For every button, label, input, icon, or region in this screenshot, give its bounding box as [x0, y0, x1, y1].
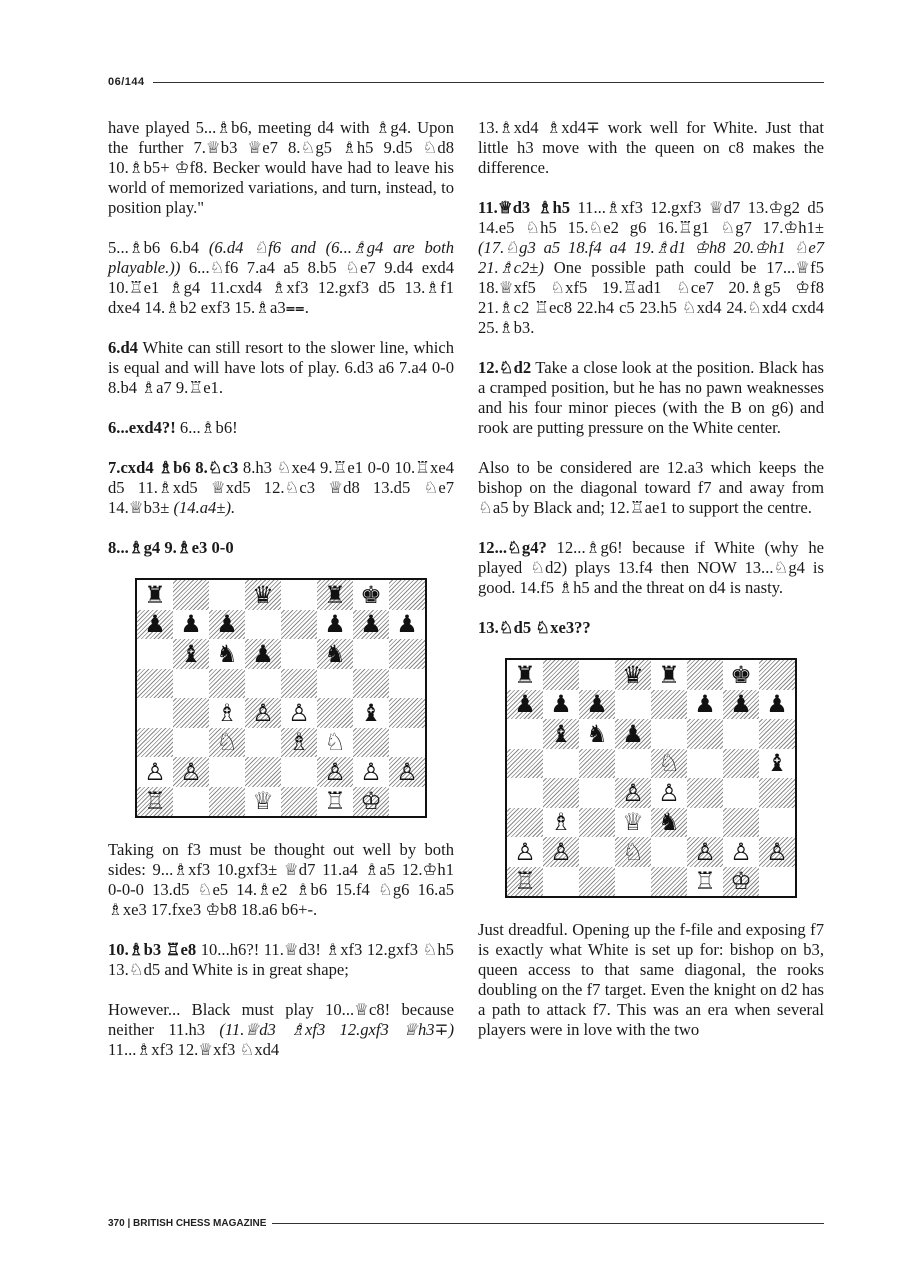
square-b1 [543, 867, 579, 897]
square-a8 [137, 580, 173, 610]
square-e5 [281, 669, 317, 699]
square-f1 [317, 787, 353, 817]
bold-move: 11.♕d3 ♗h5 [478, 198, 571, 217]
left-paragraph-2 [108, 238, 454, 318]
square-a7 [507, 690, 543, 720]
right-column [478, 118, 824, 1060]
square-d2 [615, 837, 651, 867]
square-c2 [209, 757, 245, 787]
square-h8 [389, 580, 425, 610]
square-c1 [579, 867, 615, 897]
square-c7 [579, 690, 615, 720]
bold-move: 12.♘d2 [478, 358, 532, 377]
chess-piece-icon: ♜ [324, 580, 346, 609]
bold-move: 13.♘d5 ♘xe3?? [478, 618, 591, 637]
square-h6 [389, 639, 425, 669]
chess-piece-icon: ♟ [360, 610, 382, 639]
right-paragraph-6 [478, 618, 824, 638]
square-d4 [245, 698, 281, 728]
text-run: 5...♗b6 6.b4 [108, 238, 209, 257]
chess-piece-icon: ♟ [324, 610, 346, 639]
left-column [108, 118, 454, 1080]
square-f4 [687, 778, 723, 808]
footer-rule [272, 1223, 824, 1224]
chess-piece-icon: ♞ [216, 639, 238, 668]
square-b6 [173, 639, 209, 669]
square-c2 [579, 837, 615, 867]
square-d3 [615, 808, 651, 838]
square-h4 [759, 778, 795, 808]
square-b2 [543, 837, 579, 867]
square-f4 [317, 698, 353, 728]
square-a6 [137, 639, 173, 669]
square-b5 [543, 749, 579, 779]
chess-piece-icon: ♟ [216, 610, 238, 639]
chess-piece-icon: ♟ [586, 690, 608, 719]
square-h5 [389, 669, 425, 699]
square-e8 [281, 580, 317, 610]
chess-piece-icon: ♙ [514, 837, 536, 866]
chess-piece-icon: ♙ [622, 778, 644, 807]
text-run: 6...♗b6! [175, 418, 238, 437]
chess-piece-icon: ♙ [766, 837, 788, 866]
italic-variation: (11.♕d3 ♗xf3 12.gxf3 ♕h3∓) [219, 1020, 454, 1039]
square-b7 [173, 610, 209, 640]
chess-piece-icon: ♗ [550, 808, 572, 837]
left-paragraph-7: Taking on f3 must be thought out well by both sides: 9...♗xf3 10.gxf3± ♕d7 11.a4 ♗a5 12.♔h1 0-0-0 13.d5 ♘e5 14.♗e2 ♗b6 15.f4 ♘g6 16.a5 ♗xe3 17.fxe3 ♔b8 18.a6 b6+-. [108, 840, 454, 919]
chess-piece-icon: ♜ [514, 660, 536, 689]
square-d8 [615, 660, 651, 690]
chess-piece-icon: ♔ [360, 787, 382, 816]
chess-piece-icon: ♗ [288, 728, 310, 757]
chess-piece-icon: ♞ [586, 719, 608, 748]
chess-piece-icon: ♘ [216, 728, 238, 757]
square-b4 [543, 778, 579, 808]
footer-label: 370 | BRITISH CHESS MAGAZINE [108, 1217, 267, 1229]
square-a1 [137, 787, 173, 817]
chess-piece-icon: ♙ [694, 837, 716, 866]
square-b5 [173, 669, 209, 699]
chess-piece-icon: ♝ [180, 639, 202, 668]
square-d6 [245, 639, 281, 669]
chess-piece-icon: ♙ [396, 757, 418, 786]
chess-piece-icon: ♜ [144, 580, 166, 609]
square-b7 [543, 690, 579, 720]
square-e2 [281, 757, 317, 787]
square-g8 [723, 660, 759, 690]
square-d8 [245, 580, 281, 610]
square-e5 [651, 749, 687, 779]
square-f3 [687, 808, 723, 838]
page-footer [108, 1216, 824, 1230]
square-h1 [759, 867, 795, 897]
chess-piece-icon: ♙ [550, 837, 572, 866]
square-b4 [173, 698, 209, 728]
square-a2 [137, 757, 173, 787]
chess-piece-icon: ♔ [730, 867, 752, 896]
left-paragraph-3 [108, 338, 454, 398]
right-paragraph-4: Also to be considered are 12.a3 which keeps the bishop on the diagonal toward f7 and away from ♘a5 by Black and; 12.♖ae1 to support the centre. [478, 458, 824, 517]
square-d1 [245, 787, 281, 817]
left-paragraph-5 [108, 458, 454, 518]
chess-piece-icon: ♕ [622, 808, 644, 837]
square-g2 [723, 837, 759, 867]
bold-move: 7.cxd4 ♗b6 8.♘c3 [108, 458, 239, 477]
square-f5 [317, 669, 353, 699]
chess-piece-icon: ♟ [396, 610, 418, 639]
right-paragraph-1: 13.♗xd4 ♗xd4∓ work well for White. Just that little h3 move with the queen on c8 makes the difference. [478, 118, 824, 177]
square-c7 [209, 610, 245, 640]
square-a4 [137, 698, 173, 728]
square-a5 [507, 749, 543, 779]
chess-piece-icon: ♛ [622, 660, 644, 689]
square-e7 [651, 690, 687, 720]
chess-piece-icon: ♙ [180, 757, 202, 786]
chess-piece-icon: ♚ [730, 660, 752, 689]
chess-piece-icon: ♛ [252, 580, 274, 609]
square-c8 [209, 580, 245, 610]
square-d2 [245, 757, 281, 787]
square-d5 [245, 669, 281, 699]
left-paragraph-1: have played 5...♗b6, meeting d4 with ♗g4. Upon the further 7.♕b3 ♕e7 8.♘g5 ♗h5 9.d5 ♘d8 10.♗b5+ ♔f8. Becker would have had to leave his world of memorized variations, and turn, instead, to position play." [108, 118, 454, 217]
chess-piece-icon: ♟ [550, 690, 572, 719]
square-g6 [723, 719, 759, 749]
square-h3 [389, 728, 425, 758]
square-g4 [723, 778, 759, 808]
text-run: However... Black must play 10...♕c8! because neither 11.h3 [108, 1000, 454, 1039]
square-e1 [281, 787, 317, 817]
square-b1 [173, 787, 209, 817]
chess-piece-icon: ♖ [694, 867, 716, 896]
chess-piece-icon: ♘ [324, 728, 346, 757]
chess-piece-icon: ♝ [360, 698, 382, 727]
italic-variation: (17.♘g3 a5 18.f4 a4 19.♗d1 ♔h8 20.♔h1 ♘e7 21.♗c2±) [478, 238, 824, 277]
right-paragraph-3 [478, 358, 824, 438]
text-run: Take a close look at the position. Black has a cramped position, but he has no pawn weaknesses and his four minor pieces (with the B on g6) and rook are putting pressure on the White center. [478, 358, 824, 437]
chess-piece-icon: ♙ [144, 757, 166, 786]
chess-piece-icon: ♘ [658, 749, 680, 778]
text-run: 12...♗g6! because if White (why he played ♘d2) plays 13.f4 then NOW 13...♘g4 is good. 14.f5 ♗h5 and the threat on d4 is nasty. [478, 538, 824, 597]
chess-piece-icon: ♙ [730, 837, 752, 866]
square-e1 [651, 867, 687, 897]
square-c5 [209, 669, 245, 699]
square-h2 [389, 757, 425, 787]
square-h7 [759, 690, 795, 720]
square-a4 [507, 778, 543, 808]
square-c6 [579, 719, 615, 749]
left-paragraph-9 [108, 1000, 454, 1060]
italic-variation: (6.d4 ♘f6 and (6...♗g4 are both playable.)) [108, 238, 454, 277]
text-run: One possible path could be 17...♕f5 18.♕xf5 ♘xf5 19.♖ad1 ♘ce7 20.♗g5 ♔f8 21.♗c2 ♖ec8 22.h4 c5 23.h5 ♘xd4 24.♘xd4 cxd4 25.♗b3. [478, 258, 824, 337]
text-run: 8.h3 ♘xe4 9.♖e1 0-0 10.♖xe4 d5 11.♗xd5 ♕xd5 12.♘c3 ♕d8 13.d5 ♘e7 14.♕b3± [108, 458, 454, 517]
square-a6 [507, 719, 543, 749]
bold-move: 6.d4 [108, 338, 138, 357]
square-a5 [137, 669, 173, 699]
chess-piece-icon: ♟ [694, 690, 716, 719]
bold-move: 12...♘g4? [478, 538, 547, 557]
chess-piece-icon: ♟ [180, 610, 202, 639]
square-f3 [317, 728, 353, 758]
square-g4 [353, 698, 389, 728]
square-f6 [687, 719, 723, 749]
square-d6 [615, 719, 651, 749]
page-header [108, 74, 824, 90]
square-g6 [353, 639, 389, 669]
square-d7 [245, 610, 281, 640]
text-run: White can still resort to the slower line, which is equal and will have lots of play. 6.d3 a6 7.a4 0-0 8.b4 ♗a7 9.♖e1. [108, 338, 454, 397]
chess-piece-icon: ♟ [514, 690, 536, 719]
square-e3 [281, 728, 317, 758]
chess-piece-icon: ♖ [514, 867, 536, 896]
bold-move: 6...exd4?! [108, 418, 176, 437]
left-paragraph-6 [108, 538, 454, 558]
square-f5 [687, 749, 723, 779]
chess-diagram-1-wrapper [108, 578, 454, 818]
square-a1 [507, 867, 543, 897]
square-g3 [723, 808, 759, 838]
square-d5 [615, 749, 651, 779]
square-d7 [615, 690, 651, 720]
chess-piece-icon: ♖ [324, 787, 346, 816]
text-run: 11...♗xf3 12.♕xf3 ♘xd4 [108, 1040, 280, 1059]
header-rule [153, 82, 824, 83]
chess-diagram-2-wrapper [478, 658, 824, 898]
square-c3 [209, 728, 245, 758]
right-paragraph-7: Just dreadful. Opening up the f-file and exposing f7 is exactly what White is set up for: bishop on b3, queen access to that same diagonal, the rooks doubling on the f7 target. Even the knight on d2 has a path to attack f7. This was an era when several players were in love with the two [478, 920, 824, 1039]
square-f8 [317, 580, 353, 610]
text-run: 6...♘f6 7.a4 a5 8.b5 ♘e7 9.d4 exd4 10.♖e1 ♗g4 11.cxd4 ♗xf3 12.gxf3 d5 13.♗f1 dxe4 14.♗b2 exf3 15.♗a3⩵. [108, 258, 454, 317]
chess-piece-icon: ♟ [144, 610, 166, 639]
chess-piece-icon: ♕ [252, 787, 274, 816]
square-b3 [173, 728, 209, 758]
square-g7 [723, 690, 759, 720]
chess-piece-icon: ♙ [658, 778, 680, 807]
square-a7 [137, 610, 173, 640]
square-a8 [507, 660, 543, 690]
chess-piece-icon: ♚ [360, 580, 382, 609]
bold-move: 10.♗b3 ♖e8 [108, 940, 197, 959]
square-e3 [651, 808, 687, 838]
square-c1 [209, 787, 245, 817]
left-paragraph-4 [108, 418, 454, 438]
square-g5 [723, 749, 759, 779]
square-e2 [651, 837, 687, 867]
square-d1 [615, 867, 651, 897]
square-a2 [507, 837, 543, 867]
italic-variation: (14.a4±). [173, 498, 236, 517]
square-b8 [543, 660, 579, 690]
square-f2 [317, 757, 353, 787]
square-g1 [723, 867, 759, 897]
chess-diagram-1 [135, 578, 427, 818]
chess-piece-icon: ♞ [324, 639, 346, 668]
square-h8 [759, 660, 795, 690]
square-e6 [651, 719, 687, 749]
chess-piece-icon: ♖ [144, 787, 166, 816]
square-e4 [651, 778, 687, 808]
square-g3 [353, 728, 389, 758]
right-paragraph-5 [478, 538, 824, 598]
square-a3 [137, 728, 173, 758]
chess-piece-icon: ♙ [252, 698, 274, 727]
chess-piece-icon: ♟ [766, 690, 788, 719]
square-h7 [389, 610, 425, 640]
chess-piece-icon: ♙ [288, 698, 310, 727]
chess-piece-icon: ♝ [550, 719, 572, 748]
square-b2 [173, 757, 209, 787]
square-f6 [317, 639, 353, 669]
bold-move: 8...♗g4 9.♗e3 0-0 [108, 538, 234, 557]
square-d4 [615, 778, 651, 808]
chess-piece-icon: ♟ [622, 719, 644, 748]
square-c5 [579, 749, 615, 779]
chess-piece-icon: ♙ [360, 757, 382, 786]
square-a3 [507, 808, 543, 838]
square-c4 [209, 698, 245, 728]
square-f7 [317, 610, 353, 640]
square-c8 [579, 660, 615, 690]
square-f7 [687, 690, 723, 720]
square-d3 [245, 728, 281, 758]
square-h1 [389, 787, 425, 817]
square-c3 [579, 808, 615, 838]
square-f1 [687, 867, 723, 897]
chess-piece-icon: ♗ [216, 698, 238, 727]
square-c6 [209, 639, 245, 669]
chess-diagram-2 [505, 658, 797, 898]
right-paragraph-2 [478, 198, 824, 338]
chess-piece-icon: ♘ [622, 837, 644, 866]
square-e8 [651, 660, 687, 690]
text-run: 11...♗xf3 12.gxf3 ♕d7 13.♔g2 d5 14.e5 ♘h5 15.♘e2 g6 16.♖g1 ♘g7 17.♔h1± [478, 198, 824, 237]
chess-piece-icon: ♞ [658, 808, 680, 837]
chess-piece-icon: ♟ [252, 639, 274, 668]
square-g7 [353, 610, 389, 640]
chess-piece-icon: ♝ [766, 749, 788, 778]
square-b8 [173, 580, 209, 610]
square-b3 [543, 808, 579, 838]
square-g2 [353, 757, 389, 787]
square-e7 [281, 610, 317, 640]
chess-piece-icon: ♙ [324, 757, 346, 786]
square-g8 [353, 580, 389, 610]
page-number-label: 06/144 [108, 76, 145, 88]
square-g5 [353, 669, 389, 699]
square-h6 [759, 719, 795, 749]
text-run: 10...h6?! 11.♕d3! ♗xf3 12.gxf3 ♘h5 13.♘d5 and White is in great shape; [108, 940, 454, 979]
square-h2 [759, 837, 795, 867]
square-f8 [687, 660, 723, 690]
square-h4 [389, 698, 425, 728]
square-g1 [353, 787, 389, 817]
square-e6 [281, 639, 317, 669]
left-paragraph-8 [108, 940, 454, 980]
square-c4 [579, 778, 615, 808]
square-f2 [687, 837, 723, 867]
square-h5 [759, 749, 795, 779]
square-b6 [543, 719, 579, 749]
square-h3 [759, 808, 795, 838]
square-e4 [281, 698, 317, 728]
chess-piece-icon: ♟ [730, 690, 752, 719]
chess-piece-icon: ♜ [658, 660, 680, 689]
